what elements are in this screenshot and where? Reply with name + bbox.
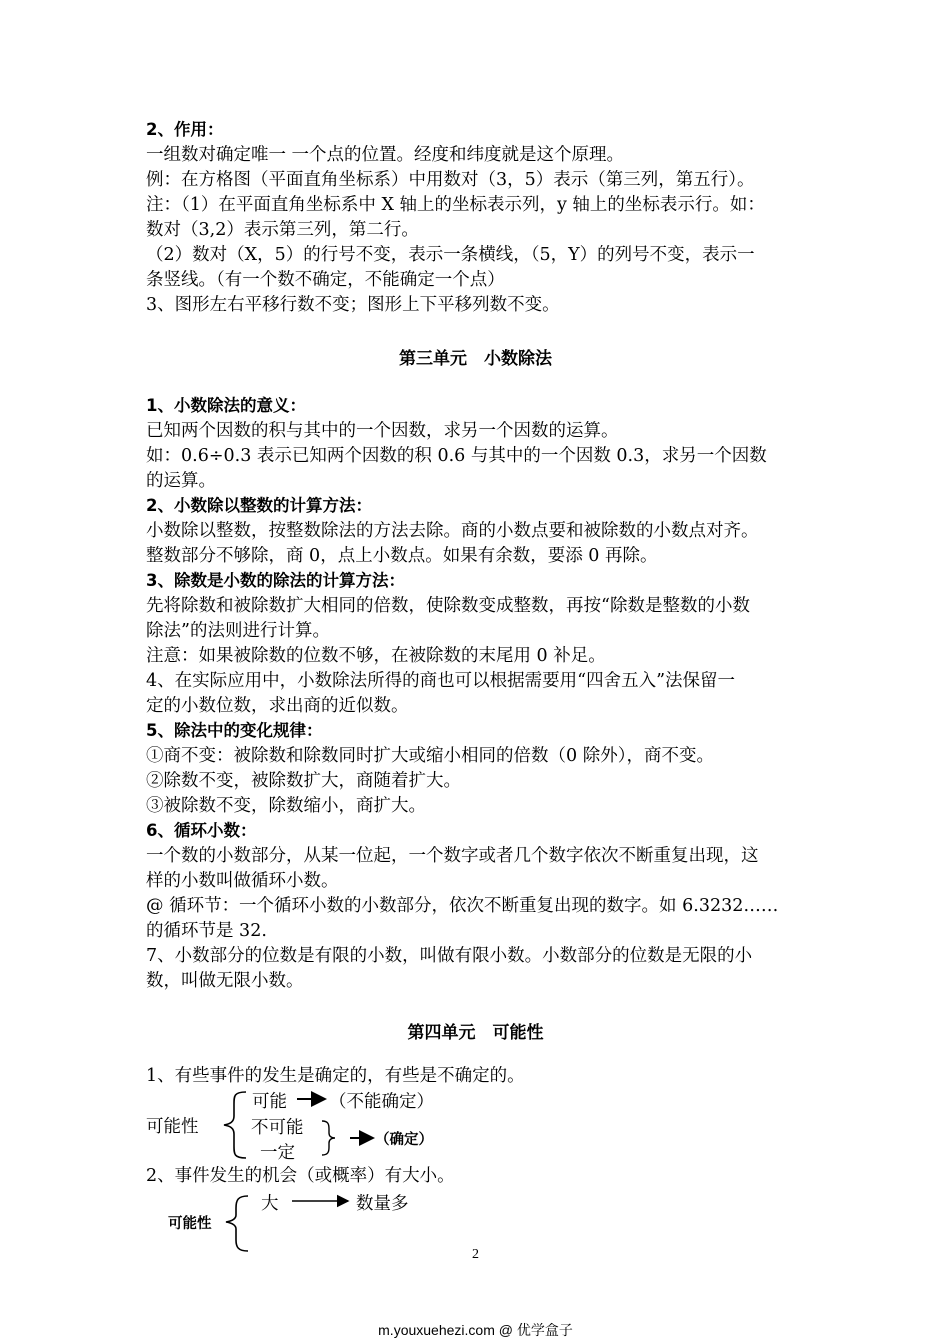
heading-divide-by-integer: 2、小数除以整数的计算方法： xyxy=(146,496,372,515)
unit4-title: 第四单元 可能性 xyxy=(407,1023,544,1043)
paragraph-line: 例：在方格图（平面直角坐标系）中用数对（3，5）表示（第三列，第五行）。 xyxy=(146,170,755,190)
paragraph-line: 3、图形左右平移行数不变；图形上下平移列数不变。 xyxy=(146,295,560,315)
paragraph-line: ③被除数不变，除数缩小，商扩大。 xyxy=(146,796,426,816)
paragraph-line: 如：0.6÷0.3 表示已知两个因数的积 0.6 与其中的一个因数 0.3，求另一个因数 xyxy=(146,446,767,466)
heading-use: 2、作用： xyxy=(146,120,224,139)
diagram2-big-result-label: 数量多 xyxy=(356,1194,409,1214)
paragraph-line: 1、有些事件的发生是确定的，有些是不确定的。 xyxy=(146,1066,525,1086)
diagram2-root-label: 可能性 xyxy=(168,1216,212,1232)
paragraph-line: 一个数的小数部分，从某一位起，一个数字或者几个数字依次不断重复出现，这 xyxy=(146,846,759,866)
page-number: 2 xyxy=(472,1247,479,1262)
diagram1-right-brace xyxy=(322,1121,335,1155)
paragraph-line: ①商不变：被除数和除数同时扩大或缩小相同的倍数（0 除外），商不变。 xyxy=(146,746,714,766)
paragraph-line: 一组数对确定唯一 一个点的位置。经度和纬度就是这个原理。 xyxy=(146,145,625,165)
paragraph-line: ②除数不变，被除数扩大，商随着扩大。 xyxy=(146,771,461,791)
paragraph-line: 的循环节是 32. xyxy=(146,921,267,941)
heading-decimal-division-meaning: 1、小数除法的意义： xyxy=(146,396,306,415)
paragraph-line: 条竖线。（有一个数不确定，不能确定一个点） xyxy=(146,270,505,290)
paragraph-line: 4、在实际应用中，小数除法所得的商也可以根据需要用“四舍五入”法保留一 xyxy=(146,671,736,691)
heading-repeating-decimal: 6、循环小数： xyxy=(146,821,257,840)
paragraph-line: 样的小数叫做循环小数。 xyxy=(146,871,339,891)
paragraph-line: 定的小数位数，求出商的近似数。 xyxy=(146,696,409,716)
diagram1-certain-label: 一定 xyxy=(260,1143,295,1163)
paragraph-line: 2、事件发生的机会（或概率）有大小。 xyxy=(146,1166,455,1186)
diagram2-big-label: 大 xyxy=(261,1194,279,1214)
diagram2-left-brace xyxy=(226,1196,248,1251)
paragraph-line: 注：（1）在平面直角坐标系中 X 轴上的坐标表示列，y 轴上的坐标表示行。如： xyxy=(146,195,765,215)
diagram1-root-label: 可能性 xyxy=(146,1117,199,1137)
diagram1-uncertain-label: （不能确定） xyxy=(329,1092,434,1112)
paragraph-line: 注意：如果被除数的位数不够，在被除数的末尾用 0 补足。 xyxy=(146,646,606,666)
paragraph-line: （2）数对（X，5）的行号不变，表示一条横线，（5，Y）的列号不变，表示一 xyxy=(146,245,755,265)
heading-divide-by-decimal: 3、除数是小数的除法的计算方法： xyxy=(146,571,405,590)
unit3-title: 第三单元 小数除法 xyxy=(399,349,552,369)
heading-division-rules: 5、除法中的变化规律： xyxy=(146,721,323,740)
paragraph-line: 已知两个因数的积与其中的一个因数，求另一个因数的运算。 xyxy=(146,421,619,441)
diagram1-possible-label: 可能 xyxy=(252,1092,287,1112)
diagram1-left-brace xyxy=(224,1092,246,1158)
paragraph-line: 的运算。 xyxy=(146,471,216,491)
footer-source: m.youxuehezi.com @ 优学盒子 xyxy=(378,1322,573,1338)
paragraph-line: 小数除以整数，按整数除法的方法去除。商的小数点要和被除数的小数点对齐。 xyxy=(146,521,759,541)
diagram1-impossible-label: 不可能 xyxy=(251,1118,304,1138)
paragraph-line: 数对（3,2）表示第三列，第二行。 xyxy=(146,220,419,240)
paragraph-line: 先将除数和被除数扩大相同的倍数，使除数变成整数，再按“除数是整数的小数 xyxy=(146,596,750,616)
paragraph-line: 数，叫做无限小数。 xyxy=(146,971,304,991)
paragraph-line: 7、小数部分的位数是有限的小数，叫做有限小数。小数部分的位数是无限的小 xyxy=(146,946,753,966)
paragraph-line: 除法”的法则进行计算。 xyxy=(146,621,330,641)
diagram1-certain-result-label: （确定） xyxy=(375,1132,433,1148)
paragraph-line: 整数部分不够除，商 0，点上小数点。如果有余数，要添 0 再除。 xyxy=(146,546,658,566)
paragraph-line: @ 循环节：一个循环小数的小数部分，依次不断重复出现的数字。如 6.3232…… xyxy=(146,896,779,916)
